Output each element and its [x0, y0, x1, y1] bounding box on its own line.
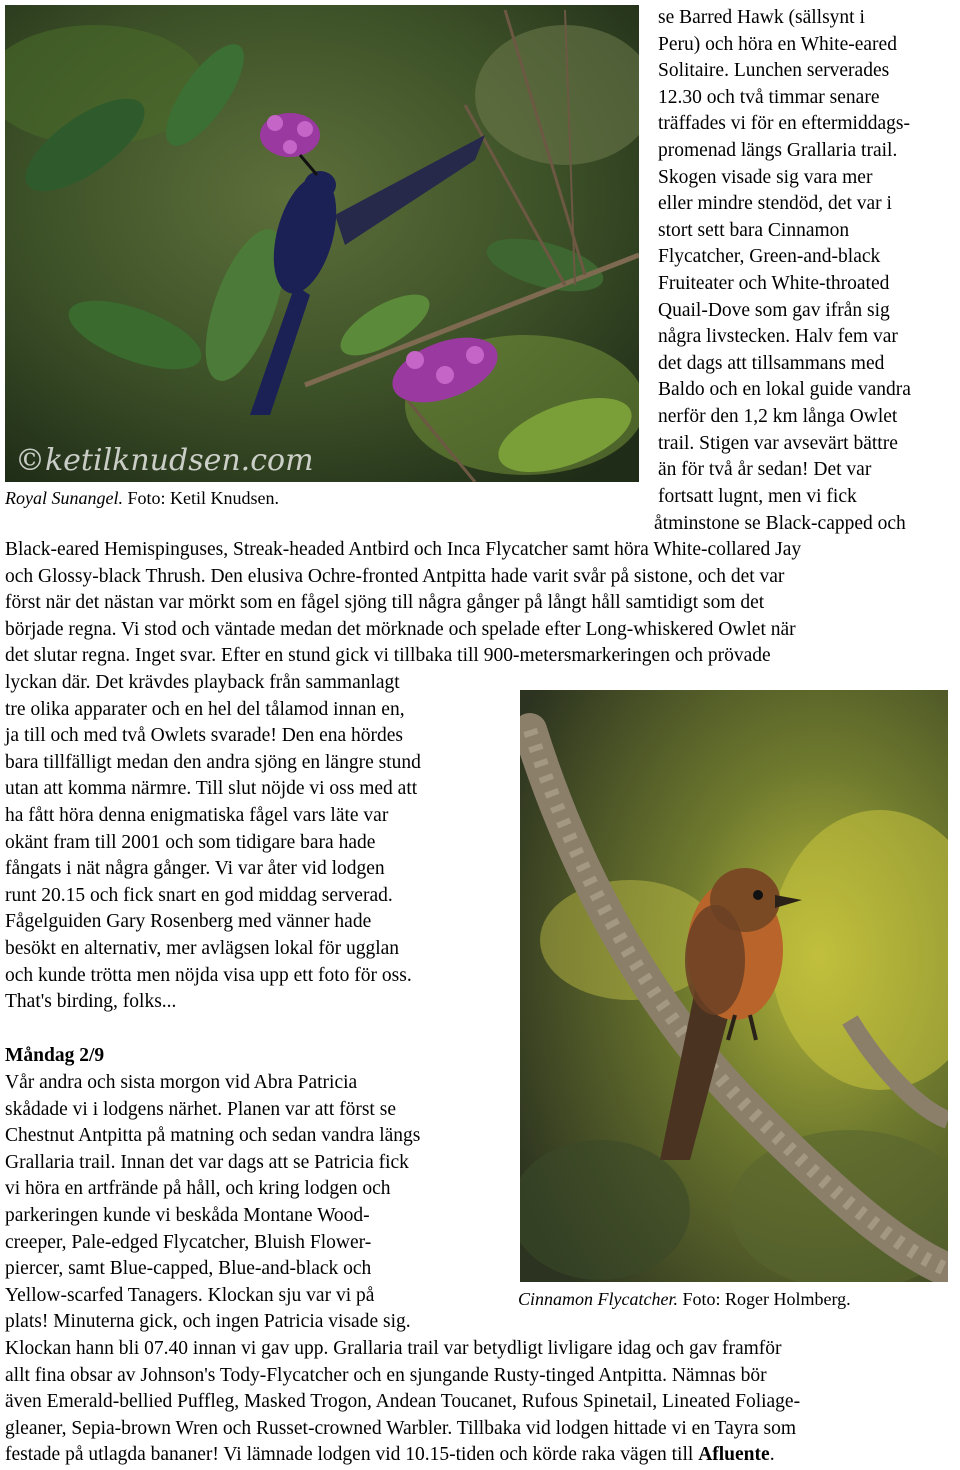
text-line: Peru) och höra en White-eared [658, 33, 897, 55]
section-heading: Måndag 2/9 [5, 1045, 105, 1066]
text-line: och Glossy-black Thrush. Den elusiva Ochre-fronted Antpitta hade varit svår på sistone, och det var [5, 565, 785, 587]
text-line: Grallaria trail. Innan det var dags att se Patricia fick [5, 1151, 409, 1173]
text-line: promenad längs Grallaria trail. [658, 140, 898, 161]
text-line: utan att komma närmre. Till slut nöjde vi oss med att [5, 778, 418, 800]
sunangel-caption-credit: Foto: Ketil Knudsen. [122, 488, 279, 508]
text-line: och kunde trötta men nöjda visa upp ett foto för oss. [5, 964, 412, 986]
photo-watermark: ©ketilknudsen.com [15, 443, 314, 478]
text-line: bara tillfälligt medan den andra sjöng en längre stund [5, 751, 421, 773]
flycatcher-caption [518, 1288, 851, 1310]
text-line: eller mindre stendöd, det var i [658, 193, 892, 215]
text-line: besökt en alternativ, mer avlägsen lokal för ugglan [5, 938, 400, 959]
text-line: Yellow-scarfed Tanagers. Klockan sju var vi på [5, 1284, 375, 1306]
text-line: se Barred Hawk (sällsynt i [658, 7, 865, 28]
text-line: ha fått höra denna enigmatiska fågel vars läte var [5, 805, 389, 826]
last-line-text: festade på utlagda bananer! Vi lämnade lodgen vid 10.15-tiden och körde raka vägen till [5, 1444, 699, 1466]
text-line: That's birding, folks... [5, 991, 177, 1013]
text-line: stort sett bara Cinnamon [658, 219, 850, 241]
text-line: fångats i nät några gånger. Vi var åter vid lodgen [5, 858, 385, 880]
text-line: trail. Stigen var avsevärt bättre [658, 432, 898, 454]
hummingbird-illustration [5, 5, 639, 482]
text-line: tre olika apparater och en hel del tålamod innan en, [5, 698, 405, 720]
royal-sunangel-photo [5, 5, 639, 482]
text-line: gleaner, Sepia-brown Wren och Russet-crowned Warbler. Tillbaka vid lodgen hittade vi en Tayra som [5, 1417, 797, 1439]
text-line: allt fina obsar av Johnson's Tody-Flycatcher och en sjungande Rusty-tinged Antpitta. Nämnas bör [5, 1364, 767, 1386]
sunangel-caption [5, 487, 279, 509]
text-line: även Emerald-bellied Puffleg, Masked Trogon, Andean Toucanet, Rufous Spinetail, Lineated Foliage- [5, 1391, 801, 1413]
last-line-end: . [769, 1444, 775, 1466]
text-line: skådade vi i lodgens närhet. Planen var att först se [5, 1098, 396, 1120]
text-line: började regna. Vi stod och väntade medan det mörknade och spelade efter Long-whiskered Owlet när [5, 618, 796, 640]
text-line: fortsatt lugnt, men vi fick [658, 485, 857, 507]
flycatcher-caption-credit: Foto: Roger Holmberg. [677, 1289, 851, 1309]
text-line: Klockan hann bli 07.40 innan vi gav upp. Grallaria trail var betydligt livligare idag och gav framför [5, 1338, 782, 1359]
text-line: plats! Minuterna gick, och ingen Patricia visade sig. [5, 1311, 411, 1333]
text-line: Baldo och en lokal guide vandra [658, 379, 911, 401]
text-line: några livstecken. Halv fem var [658, 326, 898, 348]
text-line: Chestnut Antpitta på matning och sedan vandra längs [5, 1125, 421, 1147]
text-line: creeper, Pale-edged Flycatcher, Bluish Flower- [5, 1231, 372, 1253]
text-line: vi höra en artfrände på håll, och kring lodgen och [5, 1178, 391, 1200]
text-line: Skogen visade sig vara mer [658, 166, 873, 188]
text-line: Fågelguiden Gary Rosenberg med vänner hade [5, 911, 372, 933]
last-text-line [5, 1442, 775, 1469]
text-line: Vår andra och sista morgon vid Abra Patricia [5, 1072, 358, 1093]
text-line: nerför den 1,2 km långa Owlet [658, 406, 898, 427]
text-line: Flycatcher, Green-and-black [658, 246, 881, 268]
flycatcher-caption-species: Cinnamon Flycatcher. [518, 1289, 678, 1309]
text-line: åtminstone se Black-capped och [654, 512, 906, 534]
text-line: ja till och med två Owlets svarade! Den ena hördes [5, 725, 403, 747]
text-line: Fruiteater och White-throated [658, 273, 890, 294]
text-line: träffades vi för en eftermiddags- [658, 113, 910, 135]
text-line: det dags att tillsammans med [658, 352, 885, 374]
flycatcher-illustration [520, 690, 948, 1282]
sunangel-caption-species: Royal Sunangel. [5, 488, 123, 508]
text-line: Solitaire. Lunchen serverades [658, 60, 890, 82]
text-line: Quail-Dove som gav ifrån sig [658, 299, 890, 321]
text-line: okänt fram till 2001 och som tidigare bara hade [5, 831, 376, 853]
text-line: parkeringen kunde vi beskåda Montane Wood- [5, 1205, 370, 1226]
text-line: först när det nästan var mörkt som en fågel sjöng till några gånger på långt håll samtidigt som det [5, 592, 765, 614]
destination-name: Afluente [698, 1444, 770, 1466]
text-line: Black-eared Hemispinguses, Streak-headed Antbird och Inca Flycatcher samt höra White-collared Jay [5, 539, 802, 560]
text-line: 12.30 och två timmar senare [658, 86, 880, 108]
text-line: lyckan där. Det krävdes playback från sammanlagt [5, 672, 400, 693]
text-line: det slutar regna. Inget svar. Efter en stund gick vi tillbaka till 900-metersmarkeringen och prövade [5, 645, 771, 667]
cinnamon-flycatcher-photo [520, 690, 948, 1282]
text-line: piercer, samt Blue-capped, Blue-and-black och [5, 1258, 372, 1280]
text-line: än för två år sedan! Det var [658, 459, 872, 481]
text-line: runt 20.15 och fick snart en god middag serverad. [5, 884, 393, 906]
